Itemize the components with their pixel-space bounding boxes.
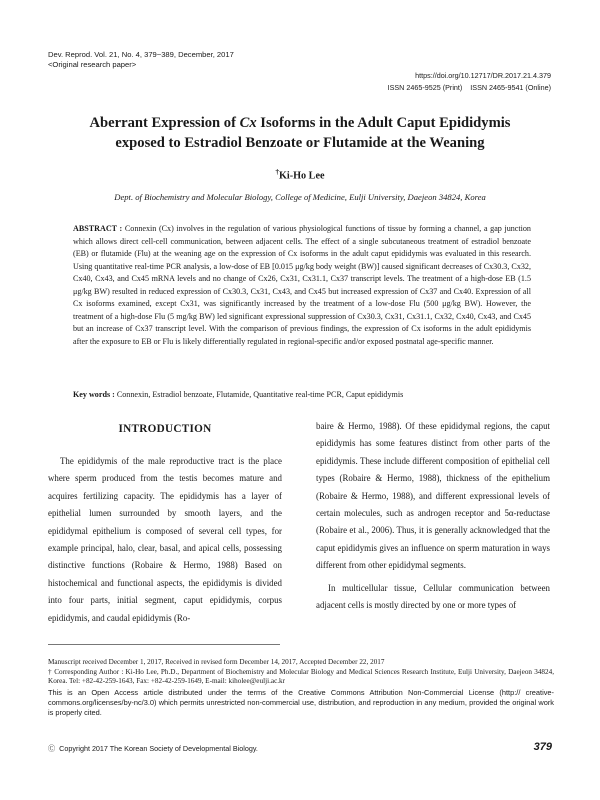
keywords-text: Connexin, Estradiol benzoate, Flutamide, Quantitative real-time PCR, Caput epididymis xyxy=(116,390,404,399)
journal-citation: Dev. Reprod. Vol. 21, No. 4, 379~389, December, 2017 xyxy=(48,50,234,59)
corresponding-author-note: † Corresponding Author : Ki-Ho Lee, Ph.D., Department of Biochemistry and Molecular Biology and Medical Sciences Research Institute, Eulji University, Daejeon 34824, Korea. Tel: +82-42-259-1643, Fax: +82-42-259-1649, E-mail: kiholee@eulji.ac.kr xyxy=(48,667,554,686)
footnote-separator xyxy=(48,644,280,645)
footnotes xyxy=(48,658,554,687)
copyright-line: Ⓒ Copyright 2017 The Korean Society of Developmental Biology. xyxy=(48,744,258,753)
author-name: †Ki-Ho Lee xyxy=(275,168,325,182)
section-heading-introduction: INTRODUCTION xyxy=(118,423,212,435)
intro-paragraph-2: In multicellular tissue, Cellular communication between adjacent cells is mostly directed by one or more types of xyxy=(316,582,550,611)
page-number: 379 xyxy=(533,741,552,753)
keywords-label: Key words : xyxy=(73,390,115,399)
left-column xyxy=(48,418,282,627)
paper-type: <Original research paper> xyxy=(48,60,137,69)
corresponding-mark: † xyxy=(275,168,279,176)
issn-line: ISSN 2465-9525 (Print) ISSN 2465-9541 (Online) xyxy=(387,83,551,92)
keywords xyxy=(73,389,531,401)
right-column xyxy=(316,418,550,614)
license-note: This is an Open Access article distributed under the terms of the Creative Commons Attribution Non-Commercial License (http:// creative-commons.org/licenses/by-nc/3.0) which permits unrestricted non-commercial use, distribution, and reproduction in any medium, provided the original work is properly cited. xyxy=(48,688,554,718)
paper-title: Aberrant Expression of Cx Isoforms in the Adult Caput Epididymis exposed to Estradiol Benzoate or Flutamide at the Weaning xyxy=(89,115,511,151)
intro-paragraph-1-continued: baire & Hermo, 1988). Of these epididymal regions, the caput epididymis has some features distinct from other parts of the epididymis. These include different composition of epithelial cell types (Robaire & Hermo, 1988), thickness of the epithelium (Robaire & Hermo, 1988), and different expressional levels of certain molecules, such as androgen receptor and 5α-reductase (Robaire et al., 2006). Thus, it is generally acknowledged that the caput epididymis gives an influence on sperm maturation in ways different from other epididymal segments. xyxy=(316,421,550,571)
journal-header xyxy=(48,50,234,70)
abstract-text: Connexin (Cx) involves in the regulation of various physiological functions of tissue by forming a channel, a gap junction which allows direct cell-cell communication, between adjacent cells. The effect of a single subcutaneous treatment of estradiol benzoate (EB) or flutamide (Flu) at the weaning age on the expression of Cx isoforms in the adult caput epididymis was evaluated in this research. Using quantitative real-time PCR analysis, a low-dose of EB [0.015 μg/kg body weight (BW)] caused significant decreases of Cx30.3, Cx32, Cx40, Cx43, and Cx45 mRNA levels and no change of Cx26, Cx31, Cx31.1, Cx37 transcript levels. The treatment of a high-dose EB (1.5 μg/kg BW) resulted in reduced expression of Cx30.3, Cx31, Cx43, and Cx45 but increased expression of Cx37 and Cx40. Expression of all Cx isoforms examined, except Cx31, was significantly increased by the treatment of a low-dose Flu (500 μg/kg BW). However, the treatment of a high-dose Flu (5 mg/kg BW) led significant expressional suppression of Cx30.3, Cx31, Cx31.1, Cx32, Cx40, Cx43, and Cx45 but an increase of Cx37 transcript level. With the comparison of previous findings, the expression of Cx isoforms in the adult epididymis after the exposure to EB or Flu is likely differentially regulated in regional-specific and/or exposed postnatal age-specific manner. xyxy=(73,224,531,346)
intro-paragraph-1: The epididymis of the male reproductive tract is the place where sperm produced from the testis becomes mature and acquires fertilizing capacity. The epididymis has a layer of epithelial lumen surrounded by smooth layers, and the epididymal epithelium is composed of several cell types, for example principal, halo, clear, basal, and apical cells, possessing distinctive functions (Robaire & Hermo, 1988) Based on histochemical and functional aspects, the epididymis is divided into four parts, initial segment, caput epididymis, corpus epididymis, and caudal epididymis (Ro- xyxy=(48,456,282,623)
abstract-label: ABSTRACT : xyxy=(73,224,123,233)
doi-link[interactable]: https://doi.org/10.12717/DR.2017.21.4.379 xyxy=(415,71,551,80)
manuscript-dates: Manuscript received December 1, 2017, Received in revised form December 14, 2017, Accepted December 22, 2017 xyxy=(48,658,385,666)
abstract xyxy=(73,223,531,348)
doi-block xyxy=(388,70,551,94)
author-affiliation: Dept. of Biochemistry and Molecular Biology, College of Medicine, Eulji University, Daejeon 34824, Korea xyxy=(114,192,486,202)
